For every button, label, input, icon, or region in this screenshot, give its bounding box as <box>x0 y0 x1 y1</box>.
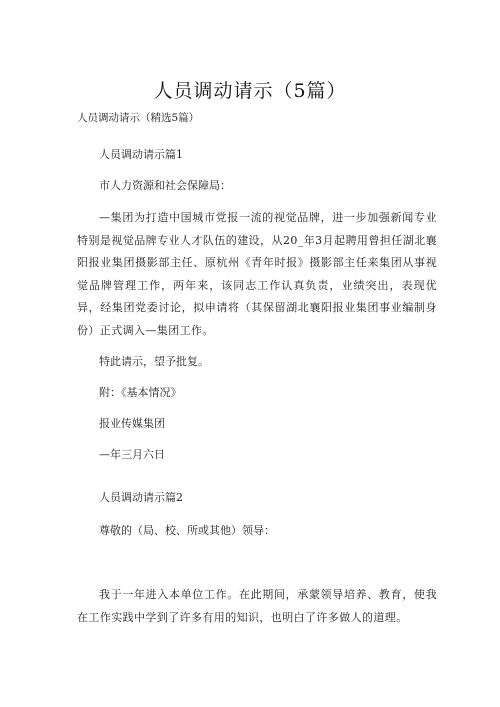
section2-heading: 人员调动请示篇2 <box>99 491 183 504</box>
document-title: 人员调动请示（5篇） <box>153 80 347 102</box>
signature-date: —年三月六日 <box>99 448 165 461</box>
addressee-2: 尊敬的（局、校、所或其他）领导： <box>99 524 275 537</box>
attachment-line: 附：《基本情况》 <box>99 386 182 399</box>
document-subtitle: 人员调动请示（精选5篇） <box>77 112 200 124</box>
signature-org: 报业传媒集团 <box>99 417 165 430</box>
section1-heading: 人员调动请示篇1 <box>99 148 183 161</box>
addressee-1: 市人力资源和社会保障局： <box>99 179 231 192</box>
closing-line: 特此请示，望予批复。 <box>99 355 209 368</box>
body-paragraph-1: —集团为打造中国城市党报一流的视觉品牌，进一步加强新闻专业特别是视觉品牌专业人才队伍的建设，从20_年3月起聘用曾担任湖北襄阳报业集团摄影部主任、原杭州《青年时报》摄影部主任来集团从事视觉品牌管理工作，两年来，该同志工作认真负责，业绩突出，表现优异，经集团党委讨论，拟申请将（其保留湖北襄阳报业集团事业编制身份）正式调入—集团工作。 <box>77 211 437 337</box>
body-paragraph-2: 我于一年进入本单位工作。在此期间，承蒙领导培养、教育，使我在工作实践中学到了许多有用的知识，也明白了许多做人的道理。 <box>77 588 437 624</box>
